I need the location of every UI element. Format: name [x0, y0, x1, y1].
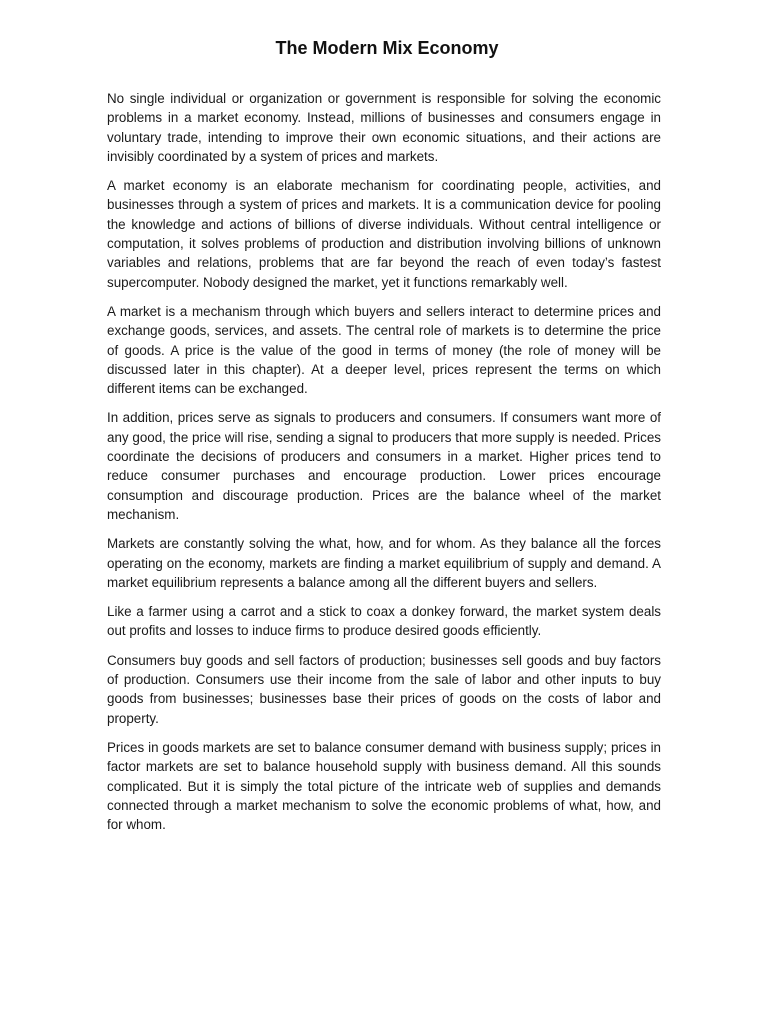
paragraph-4: In addition, prices serve as signals to producers and consumers. If consumers want more of any good, the price will rise, sending a signal to producers that more supply is needed. Prices coordinate the decisions of producers and consumers in a market. Higher prices tend to reduce consumer purchases and encourage production. Lower prices encourage consumption and discourage production. Prices are the balance wheel of the market mechanism. [107, 410, 661, 522]
paragraph-2: A market economy is an elaborate mechanism for coordinating people, activities, and businesses through a system of prices and markets. It is a communication device for pooling the knowledge and actions of billions of diverse individuals. Without central intelligence or computation, it solves problems of production and distribution involving billions of unknown variables and relations, problems that are far beyond the reach of even today’s fastest supercomputer. Nobody designed the market, yet it functions remarkably well. [107, 178, 661, 290]
paragraph-5: Markets are constantly solving the what, how, and for whom. As they balance all the forces operating on the economy, markets are finding a market equilibrium of supply and demand. A market equilibrium represents a balance among all the different buyers and sellers. [107, 536, 661, 590]
paragraph-6: Like a farmer using a carrot and a stick to coax a donkey forward, the market system deals out profits and losses to induce firms to produce desired goods efficiently. [107, 604, 661, 639]
paragraph-1: No single individual or organization or government is responsible for solving the economic problems in a market economy. Instead, millions of businesses and consumers engage in voluntary trade, intending to improve their own economic situations, and their actions are invisibly coordinated by a system of prices and markets. [107, 91, 661, 164]
document-page [107, 36, 661, 844]
paragraph-3: A market is a mechanism through which buyers and sellers interact to determine prices and exchange goods, services, and assets. The central role of markets is to determine the price of goods. A price is the value of the good in terms of money (the role of money will be discussed later in this chapter). At a deeper level, prices represent the terms on which different items can be exchanged. [107, 303, 661, 397]
document-title: The Modern Mix Economy [275, 38, 499, 58]
paragraph-7: Consumers buy goods and sell factors of production; businesses sell goods and buy factors of production. Consumers use their income from the sale of labor and other inputs to buy goods from businesses; businesses base their prices of goods on the costs of labor and property. [107, 652, 661, 726]
paragraph-8: Prices in goods markets are set to balance consumer demand with business supply; prices in factor markets are set to balance household supply with business demand. All this sounds complicated. But it is simply the total picture of the intricate web of supplies and demands connected through a market mechanism to solve the economic problems of what, how, and for whom. [107, 739, 661, 833]
